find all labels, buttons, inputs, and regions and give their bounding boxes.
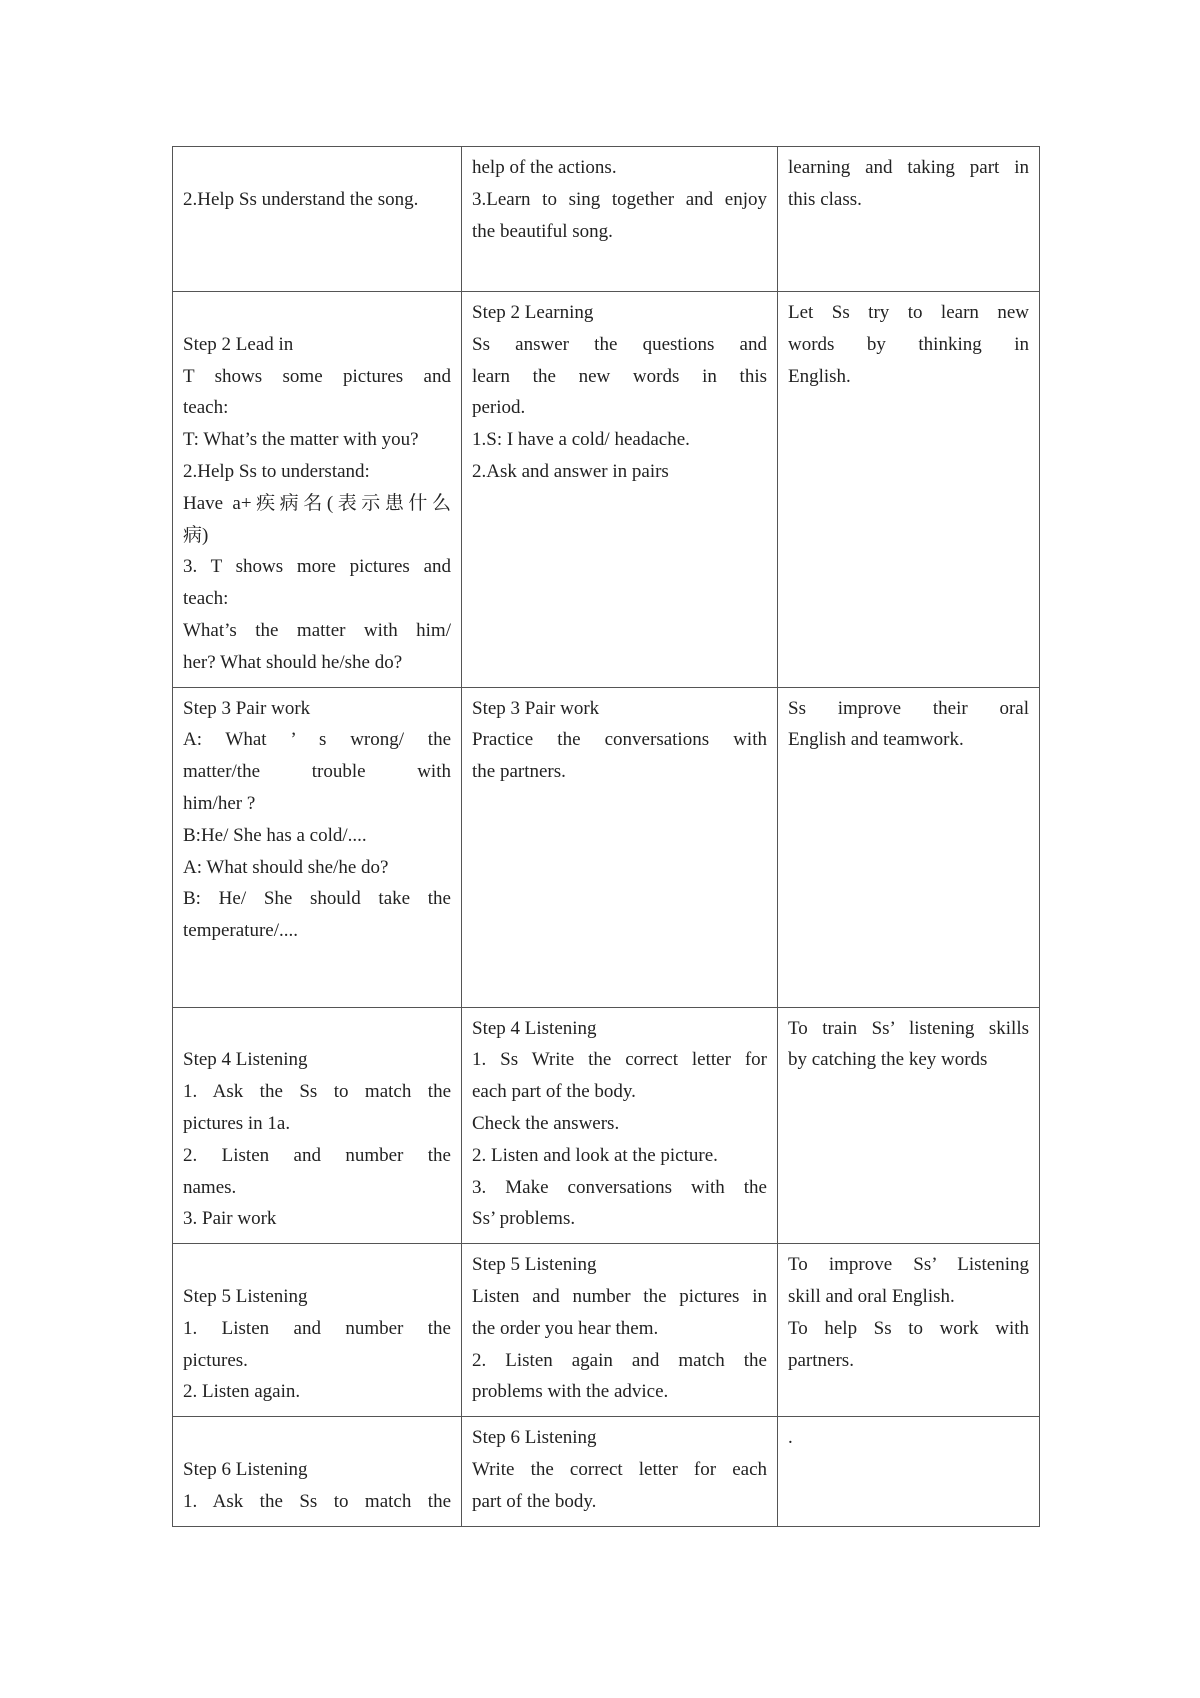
teacher-activity-cell [173, 147, 462, 292]
purpose-cell [778, 1244, 1040, 1417]
lesson-plan-body [173, 147, 1040, 1527]
purpose-cell [778, 1007, 1040, 1244]
text-line: English and teamwork. [788, 729, 964, 751]
student-activity-cell [462, 147, 778, 292]
teacher-activity-cell [173, 292, 462, 688]
text-line: T: What’s the matter with you? [183, 429, 419, 451]
teacher-activity-cell [173, 1007, 462, 1244]
text-line: Write the correct letter for each [472, 1458, 767, 1480]
text-line: What’s the matter with him/ [183, 619, 451, 641]
text-line: him/her ? [183, 792, 256, 814]
text-line: A: What should she/he do? [183, 856, 389, 878]
text-line: help of the actions. [472, 157, 617, 178]
student-activity-cell [462, 1244, 778, 1417]
text-line: Check the answers. [472, 1112, 620, 1134]
text-line: 1.S: I have a cold/ headache. [472, 429, 690, 451]
lesson-plan-table [172, 146, 1040, 1527]
text-line: skill and oral English. [788, 1285, 955, 1307]
text-line: the order you hear them. [472, 1317, 659, 1339]
purpose-cell [778, 687, 1040, 1007]
text-line: Step 6 Listening [183, 1458, 308, 1480]
text-line: 2.Help Ss to understand: [183, 460, 370, 482]
text-line: problems with the advice. [472, 1381, 669, 1403]
teacher-activity-cell [173, 1244, 462, 1417]
plan-row [173, 1244, 1040, 1417]
text-line: 2.Help Ss understand the song. [183, 188, 419, 210]
text-line: Step 5 Listening [472, 1254, 597, 1276]
text-line: 2. Listen again and match the [472, 1349, 767, 1371]
text-line: temperature/.... [183, 920, 299, 942]
purpose-cell [778, 147, 1040, 292]
text-line: by catching the key words [788, 1049, 988, 1071]
text-line: A: What ’ s wrong/ the [183, 729, 451, 751]
text-line: partners. [788, 1349, 854, 1371]
plan-row [173, 687, 1040, 1007]
text-line: 2. Listen and number the [183, 1144, 451, 1166]
text-line: Step 4 Listening [472, 1017, 597, 1039]
text-line: Have a+疾病名(表示患什么 [183, 492, 451, 514]
text-line: To improve Ss’ Listening [788, 1254, 1029, 1276]
text-line [183, 1422, 451, 1454]
text-line: Step 4 Listening [183, 1049, 308, 1071]
text-line: 病) [183, 524, 209, 546]
text-line: T shows some pictures and [183, 365, 451, 387]
document-page [172, 146, 1039, 1527]
plan-row [173, 147, 1040, 292]
student-activity-cell [462, 292, 778, 688]
text-line [183, 1249, 451, 1281]
text-line: Step 2 Lead in [183, 333, 294, 355]
text-line: 1. Ask the Ss to match the [183, 1490, 451, 1512]
text-line: Listen and number the pictures in [472, 1285, 767, 1307]
text-line: Step 6 Listening [472, 1427, 597, 1449]
text-line: Step 3 Pair work [183, 697, 311, 719]
text-line: part of the body. [472, 1490, 597, 1512]
text-line: To help Ss to work with [788, 1317, 1029, 1339]
text-line: Ss improve their oral [788, 697, 1029, 719]
text-line: matter/the trouble with [183, 761, 451, 783]
student-activity-cell [462, 1007, 778, 1244]
text-line: 3. T shows more pictures and [183, 556, 451, 578]
plan-row [173, 292, 1040, 688]
text-line: 3.Learn to sing together and enjoy [472, 188, 767, 210]
purpose-cell [778, 292, 1040, 688]
text-line: Ss’ problems. [472, 1208, 576, 1230]
text-line: 1. Ask the Ss to match the [183, 1081, 451, 1103]
text-line: . [788, 1427, 793, 1449]
text-line [183, 297, 451, 329]
teacher-activity-cell [173, 687, 462, 1007]
student-activity-cell [462, 1417, 778, 1526]
text-line: Step 3 Pair work [472, 697, 600, 719]
text-line: period. [472, 397, 526, 419]
text-line [183, 152, 451, 184]
text-line: 1. Listen and number the [183, 1317, 451, 1339]
text-line: the beautiful song. [472, 220, 613, 242]
text-line: this class. [788, 188, 862, 210]
teacher-activity-cell [173, 1417, 462, 1526]
text-line: learn the new words in this [472, 365, 767, 387]
text-line: Ss answer the questions and [472, 333, 767, 355]
text-line: 3. Make conversations with the [472, 1176, 767, 1198]
student-activity-cell [462, 687, 778, 1007]
text-line: 1. Ss Write the correct letter for [472, 1049, 767, 1071]
purpose-cell [778, 1417, 1040, 1526]
text-line: learning and taking part in [788, 157, 1029, 178]
text-line: each part of the body. [472, 1081, 636, 1103]
text-line: B: He/ She should take the [183, 888, 451, 910]
text-line: the partners. [472, 761, 566, 783]
text-line: Let Ss try to learn new [788, 302, 1029, 323]
text-line: names. [183, 1176, 237, 1198]
text-line: words by thinking in [788, 333, 1029, 355]
text-line: pictures in 1a. [183, 1112, 291, 1134]
plan-row [173, 1417, 1040, 1526]
text-line: B:He/ She has a cold/.... [183, 824, 367, 846]
text-line: Step 2 Learning [472, 302, 594, 323]
text-line: Practice the conversations with [472, 729, 767, 751]
text-line: teach: [183, 397, 229, 419]
text-line: her? What should he/she do? [183, 651, 403, 673]
text-line: 2. Listen and look at the picture. [472, 1144, 718, 1166]
text-line: teach: [183, 588, 229, 610]
text-line: English. [788, 365, 851, 387]
text-line: pictures. [183, 1349, 248, 1371]
text-line: 2.Ask and answer in pairs [472, 460, 669, 482]
text-line: 3. Pair work [183, 1208, 277, 1230]
plan-row [173, 1007, 1040, 1244]
text-line: Step 5 Listening [183, 1285, 308, 1307]
text-line [183, 1013, 451, 1045]
text-line: 2. Listen again. [183, 1381, 301, 1403]
text-line: To train Ss’ listening skills [788, 1017, 1029, 1039]
